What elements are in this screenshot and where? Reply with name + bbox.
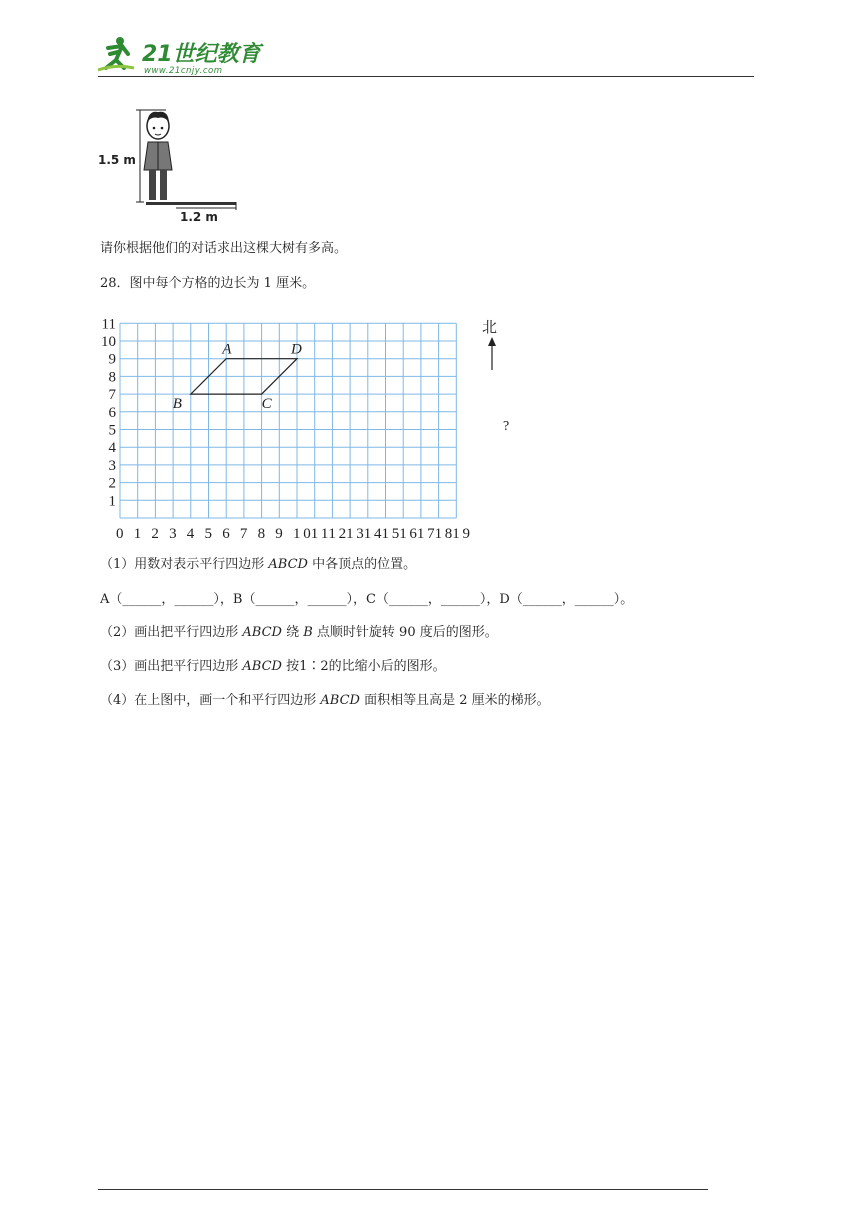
runner-icon [96,34,136,74]
vertex-label-c: C [261,396,272,413]
x-tick-label: 2 [151,526,159,542]
y-tick-label: 8 [108,369,116,386]
x-tick-label: 17 [416,526,435,542]
y-tick-label: 11 [101,316,116,333]
x-tick-label: 15 [381,526,400,542]
sub3-post: 按1∶2的比缩小后的图形。 [281,659,446,674]
x-tick-label: 16 [399,526,417,542]
y-tick-label: 1 [108,493,116,510]
sub4-post: 面积相等且高是 2 厘米的梯形。 [359,693,550,708]
sub2-mid: 绕 [281,625,304,640]
y-tick-label: 3 [108,457,116,474]
shadow-label: 1.2 m [180,210,218,224]
sub1-pre: （1）用数对表示平行四边形 [100,557,269,572]
x-tick-label: 14 [363,526,382,542]
sub2-post: 点顺时针旋转 90 度后的图形。 [312,625,498,640]
north-arrow-icon [488,337,496,370]
x-tick-label: 1 [133,526,142,542]
y-tick-label: 7 [108,387,116,404]
question-mark: ? [503,419,510,434]
answer-blanks[interactable]: A（______，______），B（______，______），C（______，______），D（______，______）。 [100,592,634,607]
footer-divider [98,1189,708,1190]
person-shadow-figure [96,104,246,224]
x-tick-label: 4 [186,526,195,542]
sub2-pre: （2）画出把平行四边形 [100,625,243,640]
x-tick-label: 11 [310,526,329,542]
sub-question-3 [100,658,446,676]
sub4-pre: （4）在上图中，画一个和平行四边形 [100,693,321,708]
height-label: 1.5 m [98,153,136,167]
x-tick-label: 12 [328,526,347,542]
sub-question-4 [100,692,550,710]
sub1-abcd: ABCD [268,557,308,572]
question-28: 28．图中每个方格的边长为 1 厘米。 [100,276,316,291]
site-logo [96,34,266,78]
vertex-label-a: A [222,341,232,358]
x-tick-label: 3 [169,526,177,542]
logo-text: 21世纪教育 [142,42,261,67]
vertex-label-b: B [172,396,182,413]
x-tick-label: 5 [204,526,212,542]
x-tick-label: 10 [293,526,311,542]
y-tick-label: 10 [101,334,116,350]
header-divider [98,76,754,77]
x-tick-label: 6 [222,526,230,542]
coordinate-grid [96,306,536,542]
x-tick-label: 0 [116,526,124,542]
logo-url: www.21cnjy.com [144,66,223,76]
sub3-abcd: ABCD [242,659,282,674]
sub-question-1 [100,556,416,574]
x-tick-label: 9 [275,526,283,542]
y-tick-label: 6 [108,404,116,421]
x-tick-label: 18 [434,526,453,542]
y-tick-label: 4 [108,440,116,457]
sub2-abcd: ABCD [242,625,282,640]
y-tick-label: 9 [108,351,116,368]
grid-lines [120,323,456,518]
vertex-label-d: D [291,341,302,358]
x-tick-label: 8 [257,526,266,542]
vertex-labels [173,342,302,412]
prompt-line: 请你根据他们的对话求出这棵大树有多高。 [100,241,348,256]
x-tick-label: 19 [452,526,470,542]
x-tick-label: 13 [346,526,364,542]
sub-question-2 [100,624,498,642]
sub4-abcd: ABCD [320,693,360,708]
y-tick-label: 2 [108,475,116,492]
sub2-b: B [303,625,313,640]
north-label: 北 [482,318,498,336]
x-tick-label: 7 [239,526,248,542]
sub1-post: 中各顶点的位置。 [307,557,417,572]
y-tick-label: 5 [108,422,116,439]
sub3-pre: （3）画出把平行四边形 [100,659,243,674]
boy-icon [144,112,172,200]
